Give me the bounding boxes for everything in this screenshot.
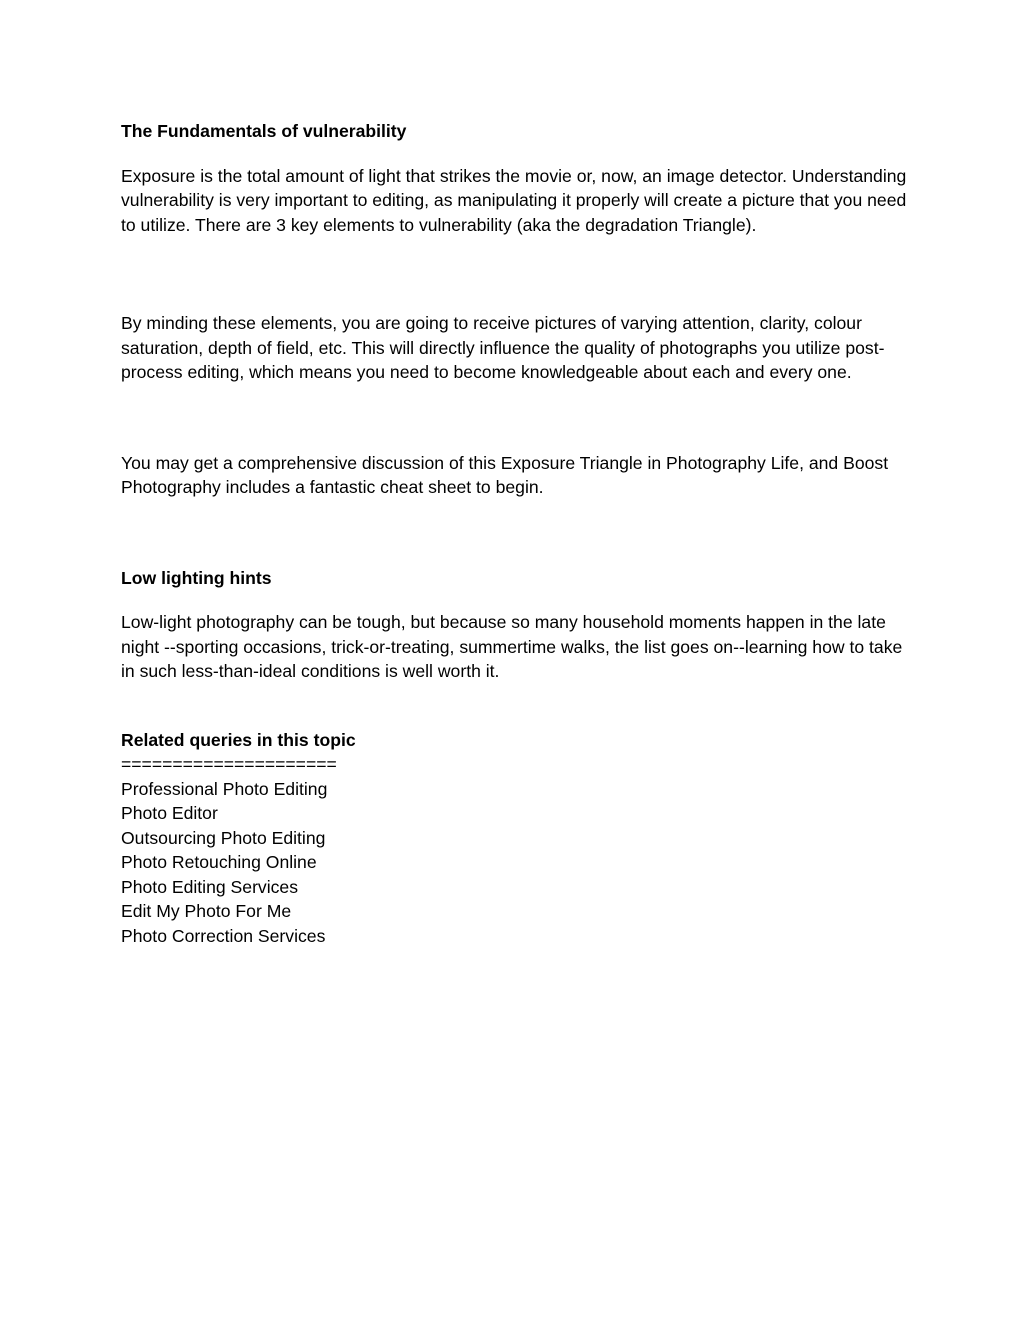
paragraph-discussion: You may get a comprehensive discussion of this Exposure Triangle in Photography Life, and Boost Photography includes a fantastic cheat sheet to begin. [121, 452, 889, 497]
paragraph-exposure: Exposure is the total amount of light that strikes the movie or, now, an image detector. Understanding vulnerability is very important to editing, as manipulating it properly will create a picture that you need to utilize. There are 3 key elements to vulnerability (aka the degradation Triangle). [121, 165, 907, 235]
related-divider: ===================== [121, 754, 337, 774]
related-heading: Related queries in this topic [121, 729, 356, 750]
section-heading-fundamentals: The Fundamentals of vulnerability [121, 121, 407, 141]
document-page [121, 119, 911, 948]
section-heading-low-light: Low lighting hints [121, 567, 272, 588]
related-item: Photo Correction Services [121, 925, 326, 946]
related-item: Photo Retouching Online [121, 852, 317, 872]
related-item: Outsourcing Photo Editing [121, 827, 326, 848]
paragraph-low-light: Low-light photography can be tough, but because so many household moments happen in the late night --sporting occasions, trick-or-treating, summertime walks, the list goes on--learning how to take in such less-than-ideal conditions is well worth it. [121, 612, 903, 681]
related-item: Professional Photo Editing [121, 778, 328, 799]
paragraph-elements: By minding these elements, you are going to receive pictures of varying attention, clarity, colour saturation, depth of field, etc. This will directly influence the quality of photographs you utilize post-process editing, which means you need to become knowledgeable about each and every one. [121, 313, 885, 382]
related-queries [121, 728, 911, 949]
related-item: Edit My Photo For Me [121, 901, 292, 921]
related-item: Photo Editor [121, 803, 218, 823]
related-item: Photo Editing Services [121, 876, 299, 897]
